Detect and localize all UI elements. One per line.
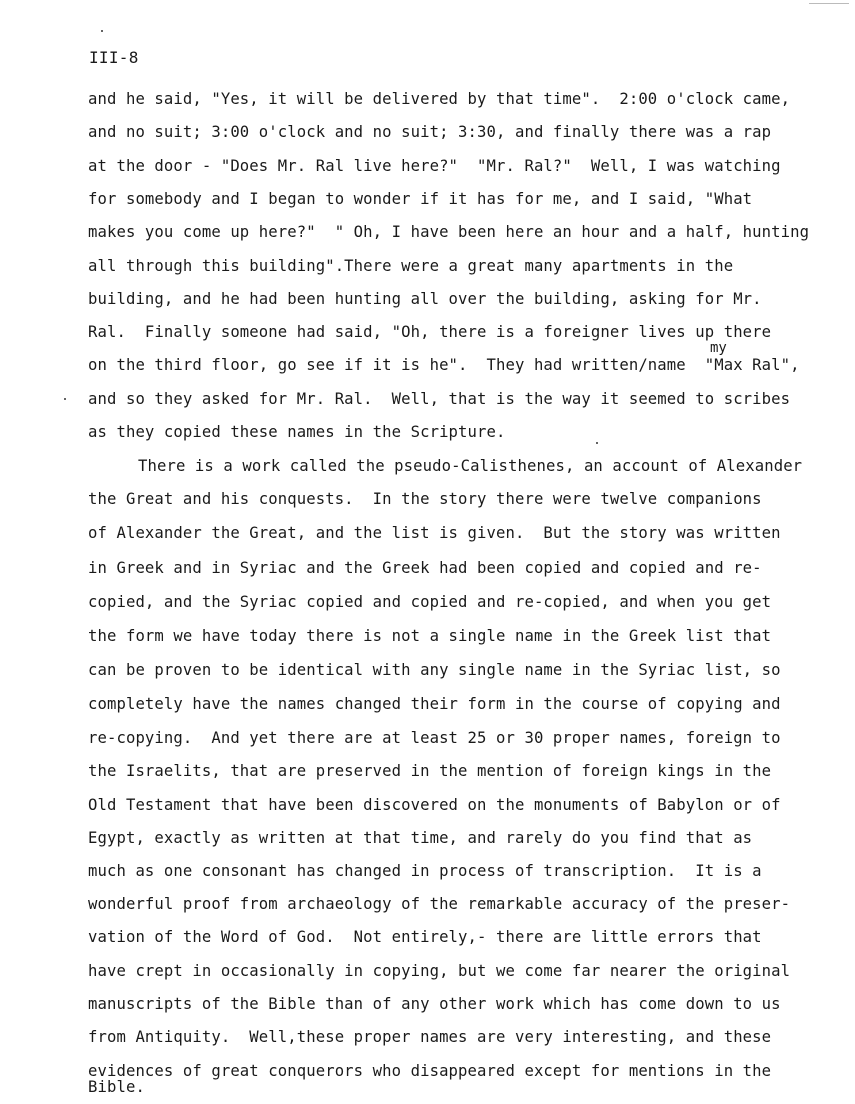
text-line: evidences of great conquerors who disappeared except for mentions in the <box>88 1062 772 1080</box>
text-line: Bible. <box>88 1078 145 1096</box>
paragraph-start-line: There is a work called the pseudo-Calisthenes, an account of Alexander <box>138 457 803 475</box>
text-line: and so they asked for Mr. Ral. Well, that is the way it seemed to scribes <box>88 390 791 408</box>
text-line: and he said, "Yes, it will be delivered by that time". 2:00 o'clock came, <box>88 90 791 108</box>
scan-speck <box>596 442 598 444</box>
text-line: the form we have today there is not a single name in the Greek list that <box>88 627 772 645</box>
text-line: and no suit; 3:00 o'clock and no suit; 3:30, and finally there was a rap <box>88 123 772 141</box>
handwritten-insertion: my <box>710 340 727 356</box>
scan-edge-mark <box>809 0 849 4</box>
text-line: all through this building".There were a great many apartments in the <box>88 257 734 275</box>
text-line: wonderful proof from archaeology of the remarkable accuracy of the preser- <box>88 895 791 913</box>
text-line: on the third floor, go see if it is he". They had written/name "Max Ral", <box>88 356 800 374</box>
text-line: vation of the Word of God. Not entirely,- there are little errors that <box>88 928 762 946</box>
text-line: building, and he had been hunting all over the building, asking for Mr. <box>88 290 762 308</box>
text-line: manuscripts of the Bible than of any other work which has come down to us <box>88 995 781 1013</box>
text-line: have crept in occasionally in copying, but we come far nearer the original <box>88 962 791 980</box>
text-line: makes you come up here?" " Oh, I have been here an hour and a half, hunting <box>88 223 810 241</box>
page-number: III-8 <box>89 48 139 67</box>
text-line: Egypt, exactly as written at that time, and rarely do you find that as <box>88 829 753 847</box>
text-line: in Greek and in Syriac and the Greek had been copied and copied and re- <box>88 559 762 577</box>
text-line: for somebody and I began to wonder if it has for me, and I said, "What <box>88 190 753 208</box>
text-line: the Great and his conquests. In the story there were twelve companions <box>88 490 762 508</box>
text-line: re-copying. And yet there are at least 25 or 30 proper names, foreign to <box>88 729 781 747</box>
scan-speck <box>101 30 103 32</box>
scan-speck <box>64 398 66 400</box>
text-line: copied, and the Syriac copied and copied and re-copied, and when you get <box>88 593 772 611</box>
text-line: completely have the names changed their form in the course of copying and <box>88 695 781 713</box>
text-line: the Israelits, that are preserved in the mention of foreign kings in the <box>88 762 772 780</box>
text-line: from Antiquity. Well,these proper names are very interesting, and these <box>88 1028 772 1046</box>
text-line: Ral. Finally someone had said, "Oh, there is a foreigner lives up there <box>88 323 772 341</box>
text-line: can be proven to be identical with any single name in the Syriac list, so <box>88 661 781 679</box>
text-line: as they copied these names in the Scripture. <box>88 423 506 441</box>
text-line: Old Testament that have been discovered on the monuments of Babylon or of <box>88 796 781 814</box>
text-line: much as one consonant has changed in process of transcription. It is a <box>88 862 762 880</box>
text-line: at the door - "Does Mr. Ral live here?" "Mr. Ral?" Well, I was watching <box>88 157 781 175</box>
text-line: of Alexander the Great, and the list is given. But the story was written <box>88 524 781 542</box>
